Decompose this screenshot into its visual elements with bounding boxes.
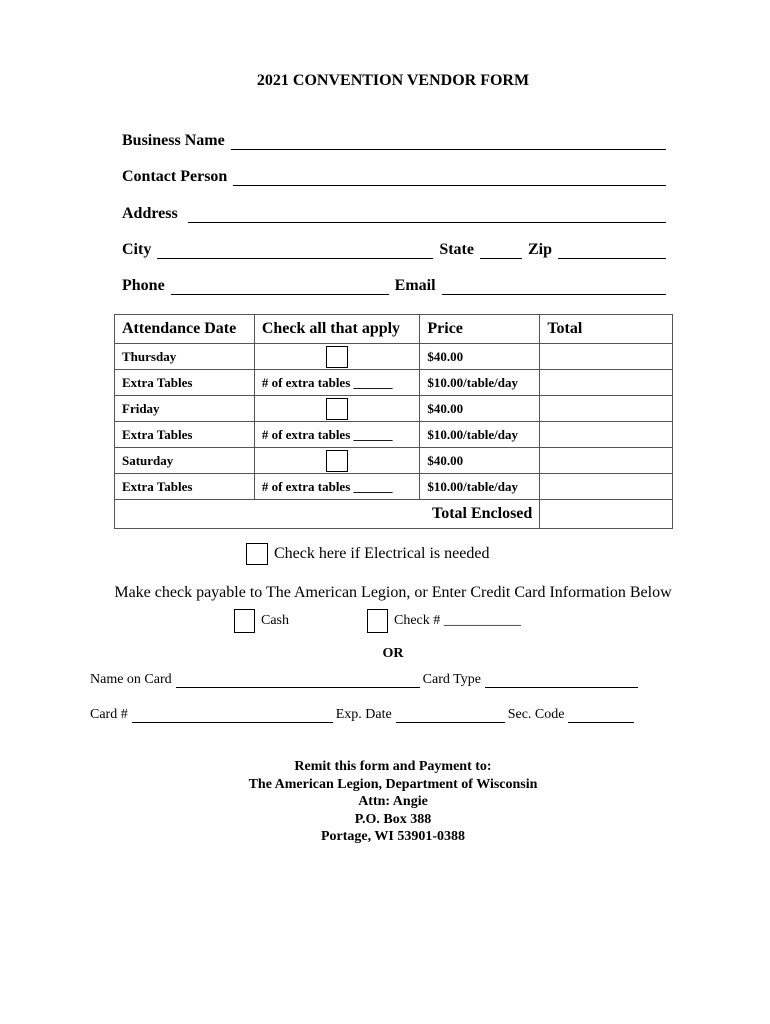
table-row <box>115 422 673 448</box>
or-label: OR <box>382 646 404 661</box>
business-name-label: Business Name <box>122 132 225 149</box>
remit-line: P.O. Box 388 <box>354 811 432 827</box>
table-row <box>115 344 673 370</box>
state-field[interactable] <box>480 242 522 259</box>
cash-option <box>234 609 289 633</box>
remit-line: Attn: Angie <box>358 794 428 809</box>
table-row <box>115 396 673 422</box>
header-price: Price <box>420 315 540 344</box>
check-option <box>367 609 521 633</box>
electrical-checkbox[interactable] <box>246 543 268 565</box>
electrical-row <box>246 543 489 565</box>
phone-label: Phone <box>122 277 165 294</box>
total-enclosed-label: Total Enclosed <box>115 500 540 529</box>
row-total-field[interactable] <box>540 422 673 448</box>
table-header-row <box>115 315 673 344</box>
card-number-label: Card # <box>90 707 128 722</box>
total-enclosed-row <box>115 500 673 529</box>
phone-field[interactable] <box>171 278 389 295</box>
form-title: 2021 CONVENTION VENDOR FORM <box>256 72 530 89</box>
phone-email-row <box>122 273 666 295</box>
row-total-field[interactable] <box>540 448 673 474</box>
address-field[interactable] <box>188 206 666 223</box>
attendance-table <box>114 314 673 529</box>
table-row <box>115 474 673 500</box>
row-price: $40.00 <box>420 448 540 474</box>
row-price: $40.00 <box>420 344 540 370</box>
thursday-checkbox[interactable] <box>326 346 348 368</box>
city-state-zip-row <box>122 237 666 259</box>
row-check-cell <box>254 344 420 370</box>
zip-label: Zip <box>527 241 552 258</box>
row-date: Extra Tables <box>115 422 255 448</box>
table-row <box>115 370 673 396</box>
exp-date-field[interactable] <box>396 708 505 723</box>
business-name-row <box>122 128 666 150</box>
saturday-checkbox[interactable] <box>326 450 348 472</box>
check-checkbox[interactable] <box>367 609 388 633</box>
address-row <box>122 201 666 223</box>
city-label: City <box>122 241 152 258</box>
cash-checkbox[interactable] <box>234 609 255 633</box>
table-row <box>115 448 673 474</box>
card-number-row <box>90 707 637 723</box>
contact-person-field[interactable] <box>233 169 666 186</box>
contact-person-row <box>122 164 666 186</box>
extra-tables-count-field[interactable]: # of extra tables ______ <box>254 422 420 448</box>
row-price: $10.00/table/day <box>420 474 540 500</box>
contact-person-label: Contact Person <box>122 168 228 185</box>
remit-line: The American Legion, Department of Wisconsin <box>248 776 538 792</box>
city-field[interactable] <box>157 242 433 259</box>
row-check-cell <box>254 396 420 422</box>
email-label: Email <box>394 277 436 294</box>
cash-label: Cash <box>261 613 289 628</box>
row-price: $40.00 <box>420 396 540 422</box>
row-date: Thursday <box>115 344 255 370</box>
name-on-card-label: Name on Card <box>90 672 172 687</box>
row-total-field[interactable] <box>540 474 673 500</box>
state-label: State <box>439 241 474 258</box>
row-price: $10.00/table/day <box>420 422 540 448</box>
card-number-field[interactable] <box>132 708 333 723</box>
sec-code-label: Sec. Code <box>507 707 565 722</box>
header-total: Total <box>540 315 673 344</box>
row-date: Extra Tables <box>115 474 255 500</box>
total-enclosed-field[interactable] <box>540 500 673 529</box>
row-total-field[interactable] <box>540 344 673 370</box>
card-type-label: Card Type <box>422 672 481 687</box>
row-total-field[interactable] <box>540 396 673 422</box>
card-type-field[interactable] <box>485 673 638 688</box>
payment-instructions: Make check payable to The American Legion, or Enter Credit Card Information Below <box>114 584 672 601</box>
header-check-all: Check all that apply <box>254 315 420 344</box>
friday-checkbox[interactable] <box>326 398 348 420</box>
row-date: Saturday <box>115 448 255 474</box>
card-name-row <box>90 672 641 688</box>
row-check-cell <box>254 448 420 474</box>
remit-line: Remit this form and Payment to: <box>294 759 492 774</box>
address-label: Address <box>122 205 178 222</box>
row-price: $10.00/table/day <box>420 370 540 396</box>
remit-address-block <box>0 758 770 846</box>
row-total-field[interactable] <box>540 370 673 396</box>
row-date: Friday <box>115 396 255 422</box>
row-date: Extra Tables <box>115 370 255 396</box>
extra-tables-count-field[interactable]: # of extra tables ______ <box>254 370 420 396</box>
electrical-label: Check here if Electrical is needed <box>274 545 490 562</box>
business-name-field[interactable] <box>231 133 666 150</box>
check-number-label: Check # ___________ <box>394 613 521 628</box>
name-on-card-field[interactable] <box>176 673 420 688</box>
header-attendance-date: Attendance Date <box>115 315 255 344</box>
exp-date-label: Exp. Date <box>335 707 392 722</box>
remit-line: Portage, WI 53901-0388 <box>321 829 465 844</box>
sec-code-field[interactable] <box>568 708 634 723</box>
email-field[interactable] <box>442 278 666 295</box>
zip-field[interactable] <box>558 242 666 259</box>
extra-tables-count-field[interactable]: # of extra tables ______ <box>254 474 420 500</box>
